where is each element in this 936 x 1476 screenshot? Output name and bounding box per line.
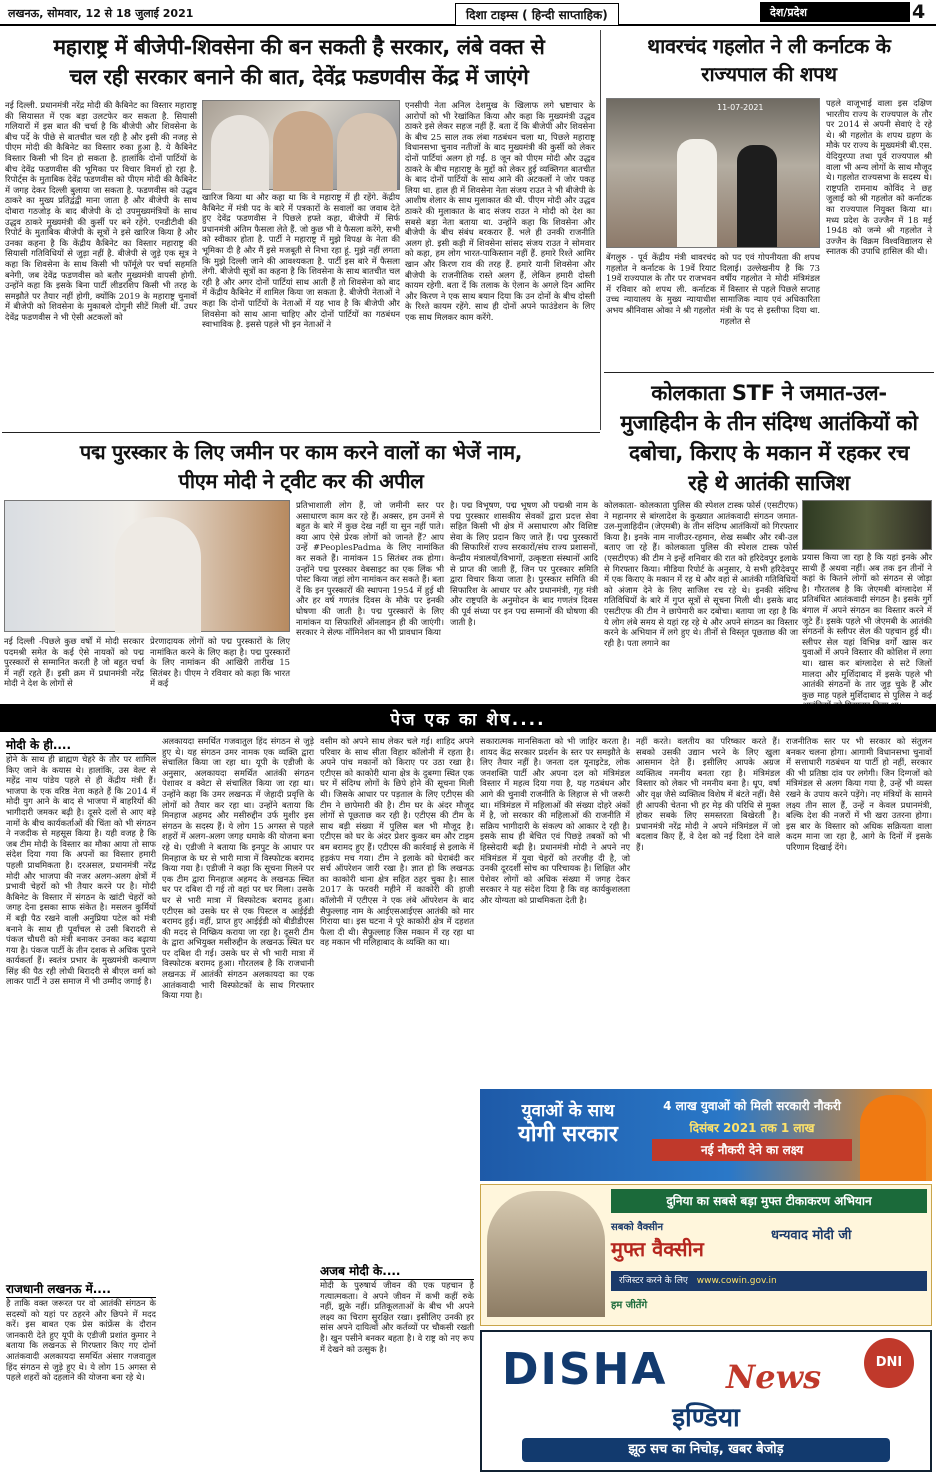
story4-col3: प्रतिभाशाली लोग हैं, जो जमीनी स्तर पर असाधारण काम कर रहे हैं। अक्सर, हम उनमें से बहुत के बारे में कुछ देख नहीं या सुन नहीं पाते। क्या आप ऐसे प्रेरक लोगों को जानते हैं? आप उन्हें #PeoplesPadma के लिए नामांकित कर सकते हैं। नामांकन 15 सितंबर तक होगा। उन्होंने पद्म पुरस्कार वेबसाइट का एक लिंक भी पोस्ट किया जहां लोग नामांकन कर सकते हैं। बता दें कि इन पुरस्कारों की स्थापना 1954 में हुई थी और हर वर्ष गणतंत्र दिवस के मौके पर इनकी घोषणा की जाती है। पद्म पुरस्कारों के लिए नामांकन या सिफारिशें ऑनलाइन ही की जाएंगी। सरकार ने सेल्फ नॉमिनेशन का भी प्रावधान किया [296, 500, 444, 638]
story2-photo [606, 98, 820, 248]
story1-headline-line1: महाराष्ट्र में बीजेपी-शिवसेना की बन सकती है सरकार, लंबे वक्त से [53, 35, 545, 59]
issue-date: लखनऊ, सोमवार, 12 से 18 जुलाई 2021 [8, 7, 194, 20]
ajab-continued-heading: अजब मोदी के.... [320, 1262, 474, 1280]
ad2-url: www.cowin.gov.in [696, 1276, 777, 1286]
continued-col1: होने के साथ ही ब्राह्मण चेहरे के तौर पर शामिल किए जाने के कयास थे। हालांकि, उस वेल्ट से महेंद्र नाथ पांडेय पहले से ही केंद्रीय मंत्री हैं। भाजपा के एक वरिष्ठ नेता कहते हैं कि 2014 में मोदी युग आने के बाद से भाजपा में बाहरियों की भागीदारी जमकर बढ़ी है। दूसरे दलों से आए बड़े नामों के बीच कार्यकर्ताओं की चिंता को भी संगठन ने नजदीक से महसूस किया है। यही वजह है कि जब टीम मोदी के विस्तार का मौका आया तो साफ संदेश दिया गया कि अपनों का विस्तार हमारी पहली प्राथमिकता है। दरअसल, प्रधानमंत्री नरेंद्र मोदी और भाजपा की नजर अलग-अलग क्षेत्रों में प्रभावी चेहरों को भी तैयार करने पर है। मोदी कैबिनेट के विस्तार में संगठन के खांटी चेहरों को जगह देना इसका साफ संकेत है। मसलन कुर्मियों में बड़ी पैठ रखने वाली अनुप्रिया पटेल को मंत्री बनाने के साथ ही पूर्वांचल से उसी बिरादरी से पंकज चौधरी को मंत्री बनाकर उनका कद बढ़ाया गया है। पंकज पार्टी के तीन दशक से अधिक पुराने कार्यकर्ता हैं। स्वतंत्र प्रभार के मुख्यमंत्री कल्याण सिंह की पैठ रही लोधी बिरादरी से बीएल वर्मा को लाकर पार्टी ने उस समाज में भी उम्मीद जगाई है। [6, 754, 156, 987]
banner-text: पेज एक का शेष.... [390, 710, 546, 730]
story3-headline [604, 378, 934, 498]
continued-col1b: है ताकि वक्त जरूरत पर वो आतंकी संगठन के सदस्यों को यहां पर ठहरने और छिपने में मदद करें। इस बाबत एक प्रेस कांफ्रेंस के दौरान जानकारी देते हुए यूपी के एडीजी प्रशांत कुमार ने बताया कि लखनऊ से गिरफ्तार किए गए दोनों आतंकवादी अलकायदा समर्थित अंसार गजवातुल हिंद संगठन से जुड़े हुए थे। ये लोग 15 अगस्त से पहले शहरों को दहलाने की योजना बना रहे थे। [6, 1298, 156, 1383]
continued-col3b: मोदी के पुरुषार्थ जीवन की एक पहचान है गत्यात्मकता। वे अपने जीवन में कभी कहीं रुके नहीं, झुके नहीं। प्रतिकूलताओं के बीच भी अपने लक्ष्य का चिराग सुरक्षित रखा। इसीलिए उनकी हर सांस अपने दायित्वों और कर्तव्यों पर चौकसी रखती है। खुन पसीने बनकर बहता है। वे राष्ट्र को नए रूप में देखने को उत्सुक है। [320, 1280, 474, 1354]
ad1-right-line1: 4 लाख युवाओं को मिली सरकारी नौकरी [663, 1099, 841, 1113]
ad2-title: दुनिया का सबसे बड़ा मुफ्त टीकाकरण अभियान [611, 1189, 927, 1213]
govt-jobs-advertisement [480, 1089, 932, 1181]
story2-col1: बेंगलुरु - पूर्व केंद्रीय मंत्री थावरचंद गहलोत ने कर्नाटक के 19वें रियाट 19वें राज्यपाल के तौर पर राजभवन में रविवार को शपथ ली. कर्नाटक उच्च न्यायालय के मुख्य न्यायाधीश अभय श्रीनिवास ओका ने श्री गहलोत [606, 252, 716, 315]
ad2-tag: सबको वैक्सीन [611, 1222, 664, 1233]
leader-portrait-3 [337, 113, 397, 191]
logo-subtitle: इण्डिया [672, 1403, 740, 1433]
pm-portrait [115, 517, 201, 633]
story3-col2: प्रयास किया जा रहा है कि यहां इनके और साथी हैं अथवा नहीं। अब तक इन तीनों ने कहां के कितने लोगों को संगठन से जोड़ा है। गौरतलब है कि जेएमबी बांग्लादेश में प्रतिबंधित आतंकवादी संगठन है। इसके गुर्गे बंगाल में अपने संगठन का विस्तार करने में जुटे हैं। इसके पहले भी जेएमबी के आतंकी संगठनों के स्लीपर सेल की पहचान हुई थी। स्लीपर सेल यहां विभिन्न वर्गों खास कर युवाओं में अपने विस्तार की कोशिश में लगा था। खास कर बांग्लादेश से सटे जिलों मालदा और मुर्शिदाबाद में इसके पहले भी आतंकी संगठनों के तार जुड़ चुके हैं और कुछ माह पहले मुर्शिदाबाद से पुलिस ने कई [802, 552, 932, 700]
governor-figure [677, 139, 717, 247]
disha-news-logo [480, 1330, 932, 1472]
story1-col1: नई दिल्ली. प्रधानमंत्री नरेंद्र मोदी की कैबिनेट का विस्तार महाराष्ट्र की सियासत में एक बड़ा उलटफेर कर सकता है. सियासी गलियारों में इस बात की चर्चा है कि बीजेपी और शिवसेना के बीच पर्दे के पीछे से बातचीत चल रही है और इसी की नजह से पीएम मोदी की कैबिनेट का विस्तार रुका हुआ है. ये कैबिनेट विस्तार किसी भी दिन हो सकता है. हालांकि दोनों पार्टियों के बीच देवेंद्र फडणवीस की भूमिका पर विचार विमर्श हो रहा है. रिपोर्ट्स के मुताबिक देवेंद्र फडणवीस को पीएम मोदी की कैबिनेट में जगह देकर दिल्ली बुलाया जा सकता है. फडणवीस को उद्धव ठाकरे का मुख्य प्रतिद्वंद्वी माना जाता है और बीजेपी के साथ दोबारा गठजोड़ के बाद बीजेपी के दो उपमुख्यमंत्रियों के साथ उद्धव ठाकरे मुख्यमंत्री की कुर्सी पर बने रहेंगे. एनडीटीवी की रिपोर्ट के मुताबिक बीजेपी के सूत्रों ने इसे खारिज किया है और उनका कहना है कि केंद्रीय कैबिनेट का विस्तार महाराष्ट्र की सियासी गतिविधियों से जुड़ा नहीं है. बीजेपी से जुड़े एक सूत्र ने कहा कि शिवसेना के साथ किसी भी फॉर्मूले पर चर्चा सहमति बनेगी, जब देवेंद्र फडणवीस को बतौर मुख्यमंत्री वापसी होगी. उन्होंने कहा कि इसके बिना पार्टी लीडरशिप किसी भी तरह के समझौते पर तैयार नहीं होगी, क्योंकि 2019 के महाराष्ट्र चुनावों में बीजेपी को शिवसेना के मुकाबले दोगुनी सीटें मिली थीं. उधर देवेंद्र फडणवीस ने भी ऐसी अटकलों को [5, 100, 197, 322]
section-label: देश/प्रदेश [760, 2, 910, 22]
ad1-left-line2: योगी सरकार [518, 1122, 618, 1147]
continued-col3: वसीम को अपने साथ लेकर चले गई। शाहिद अपने परिवार के साथ सीता विहार कॉलोनी में रहता है। अपने पांच मकानों को किराए पर उठा रखा है। एटीएस को काकोरी थाना क्षेत्र के दुबग्गा स्थित एक घर में संदिग्ध लोगों के छिपे होने की सूचना मिली थी। जिसके आधार पर पड़ताल के लिए एटीएस की टीम ने छापेमारी की है। टीम घर के अंदर मौजूद लोगों से पूछताछ कर रही है। एटीएस की टीम के साथ बड़ी संख्या में पुलिस बल भी मौजूद है। एटीएस को घर के अंदर प्रेशर कुकर बम और टाइम बम बरामद हुए हैं। एटीएस की कार्रवाई से इलाके में हड़कंप मच गया। टीम ने इलाके को घेराबंदी कर सर्च ऑपरेशन जारी रखा है। ज्ञात हो कि लखनऊ का काकोरी थाना क्षेत्र सहित ठहर चुका है। साल 2017 के फरवरी महीने में काकोरी की हाजी कॉलोनी में एटीएस ने एक लंबे ऑपरेशन के बाद सैफुल्लाह नाम के आईएसआईएस आतंकी को मार गिराया था। इस घटना ने पूरे काकोरी क्षेत्र में दहशत फैला दी थी। सैफुल्लाह जिस मकान में रह रहा था वह मकान भी मलिहाबाद के व्यक्ति का था। [320, 736, 474, 948]
story2-col2: को पद एवं गोपनीयता की शपथ दिलाई। उल्लेखनीय है कि 73 वर्षीय गहलोत ने मोदी मंत्रिमंडल में विस्तार से पहले पिछले सप्ताह सामाजिक न्याय एवं अधिकारिता मंत्री के पद से इस्तीफा दिया था. गहलोत से [720, 252, 820, 326]
story3-headline-line2: मुजाहिदीन के तीन संदिग्ध आतंकियों को [620, 411, 918, 435]
story4-headline-line2: पीएम मोदी ने ट्वीट कर की अपील [178, 469, 424, 493]
story3-headline-line1: कोलकाता STF ने जमात-उल- [651, 381, 887, 405]
story2-headline [606, 32, 932, 88]
logo-word-disha: DISHA [502, 1344, 668, 1395]
story4-col2: प्रेरणादायक लोगों को पद्म पुरस्कारों के लिए नामांकित करने के लिए कहा है। पद्म पुरस्कारों के लिए नामांकन की आखिरी तारीख 15 सितंबर है। पीएम ने रविवार को कहा कि भारत में कई [150, 636, 290, 689]
vaccination-advertisement [480, 1184, 932, 1326]
story4-photo [4, 500, 290, 632]
ad2-register: रजिस्टर करने के लिए [619, 1276, 688, 1286]
story3-headline-line3: दबोचा, किराए के मकान में रहकर रच [628, 441, 910, 465]
continued-banner [0, 704, 936, 732]
story1-headline-line2: चल रही सरकार बनाने की बात, देवेंद्र फडणवीस केंद्र में जाएंगे [69, 65, 529, 89]
story3-photo [802, 500, 932, 550]
ad2-footer: हम जीतेंगे [611, 1300, 648, 1311]
story3-col1: कोलकाता- कोलकाता पुलिस की स्पेशल टास्क फोर्स (एसटीएफ) ने महानगर से बांग्लादेश के कुख्यात आतंकवादी संगठन जमात-उल-मुजाहिदीन (जेएमबी) के तीन संदिग्ध आतंकियों को गिरफ्तार किया है। इनके नाम नाजीउर-रहमान, शेख सब्बीर और रबी-उल बताए जा रहे हैं। कोलकाता पुलिस की स्पेशल टास्क फोर्स (एसटीएफ) की टीम ने इन्हें शनिवार की रात को हरिदेवपुर इलाके से गिरफ्तार किया। मीडिया रिपोर्ट के अनुसार, ये सभी हरिदेवपुर में एक किराए के मकान में रह थे और वहां से आतंकी गतिविधियों को अंजाम देने के लिए साजिश रच रहे थे। इनकी संदिग्ध गतिविधियों के बारे में गुप्त सूत्रों से सूचना मिली थी। इसके बाद एसटीएफ की टीम ने छापेमारी कर दबोचा। बताया जा रहा है कि ये लोग लंबे समय से यहां रह रहे थे और अपने संगठन का विस्तार करने के अभियान में लगे हुए थे। तीनों से विस्तृत पूछताछ की जा रही है। पता लगाने का [604, 500, 798, 648]
photo-date-caption: 11-07-2021 [717, 103, 764, 112]
story1-col2: खारिज किया था और कहा था कि वे महाराष्ट्र में ही रहेंगे. केंद्रीय कैबिनेट में मंत्री पद के बारे में पत्रकारों के सवालों का जवाब देते हुए देवेंद्र फडणवीस ने पिछले हफ्ते कहा, बीजेपी में सिर्फ प्रधानमंत्री अंतिम फैसला लेते हैं. जो कुछ भी वे फैसला करेंगे, सभी को स्वीकार होता है. पार्टी ने महाराष्ट्र में मुझे विपक्ष के नेता की भूमिका दी है और मैं इसे मजबूती से निभा रहा हूं. मुझे नहीं लगता कि मुझे दिल्ली जाने की आवश्यकता है. पार्टी इस बारे में फैसला लेगी. बीजेपी सूत्रों का कहना है कि शिवसेना के साथ बातचीत चल रही है और अगर दोनों पार्टियां साथ आती हैं तो शिवसेना को बाद में केंद्रीय कैबिनेट में शामिल किया जा सकता है. बीजेपी नेताओं ने कहा कि दोनों पार्टियों के नेताओं में यह भाव है कि बीजेपी और शिवसेना को साथ आना चाहिए और दोनों पार्टियों का गठबंधन स्वाभाविक है. इससे पहले भी इन नेताओं ने [202, 192, 401, 330]
story2-headline-line1: थावरचंद गहलोत ने ली कर्नाटक के [647, 34, 891, 58]
modi-continued-heading: मोदी के ही.... [6, 736, 156, 754]
cm-portrait [860, 1095, 926, 1181]
ad1-left-line1: युवाओं के साथ [521, 1101, 615, 1121]
story1-col3: एनसीपी नेता अनिल देशमुख के खिलाफ लगे भ्रष्टाचार के आरोपों को भी रेखांकित किया और कहा कि मुख्यमंत्री उद्धव ठाकरे इसे लेकर सहज नहीं हैं. बता दें कि बीजेपी और शिवसेना के बीच 25 साल तक लंबा गठबंधन चला था, पिछले महाराष्ट्र विधानसभा चुनाव नतीजों के बाद मुख्यमंत्री की कुर्सी को लेकर दोनों पार्टियां अलग हो गईं. 8 जून को पीएम मोदी और उद्धव ठाकरे के बीच महाराष्ट्र के मुद्दों को लेकर हुई व्यक्तिगत बातचीत के बाद दोनों पार्टियों के साथ आने की अटकलों ने जोर पकड़ लिया था. हाल ही में शिवसेना नेता संजय राउत ने भी बीजेपी के आशीष शेलार के साथ मुलाकात की थी. पीएम मोदी और उद्धव ठाकरे की मुलाकात के बाद संजय राउत ने मोदी को देश का सबसे बड़ा नेता बताया था. उन्होंने कहा कि शिवसेना और बीजेपी के बीच संबंध बरकरार हैं. भले ही उनकी राजनीति अलग हो. इसी कड़ी में शिवसेना सांसद संजय राउत ने सोमवार को कहा, हम लोग भारत-पाकिस्तान नहीं हैं. हमारे रिश्ते आमिर खान और किरण राव की तरह हैं. हमारे यानी शिवसेना और बीजेपी के राजनीतिक रास्ते अलग हैं, लेकिन हमारी दोस्ती कायम रहेगी. बता दें कि तलाक के ऐलान के अगले दिन आमिर और किरण ने एक साथ बयान दिया कि उन दोनों के बीच दोस्ती के रिश्ते कायम रहेंगे. साथ ही दोनों अपने फाउंडेशन के लिए एक साथ मिलकर काम करेंगे. [405, 100, 595, 322]
story2-headline-line2: राज्यपाल की शपथ [701, 62, 837, 86]
rajdhani-continued-heading: राजधानी लखनऊ में.... [6, 1280, 156, 1298]
story2-col3: पहले वाजूभाई वाला इस दक्षिण भारतीय राज्य के राज्यपाल के तौर पर 2014 से अपनी सेवाएं दे रहे थे। श्री गहलोत के शपथ ग्रहण के मौके पर राज्य के मुख्यमंत्री बी.एस. येदियुरप्पा तथा पूर्व राज्यपाल श्री वाला भी अन्य लोगों के साथ मौजूद थे। गहलोत राज्यसभा के सदस्य थे। राष्ट्रपति रामनाथ कोविंद ने छह जुलाई को श्री गहलोत को कर्नाटक का राज्यपाल नियुक्त किया था। मध्य प्रदेश के उज्जैन में 18 मई 1948 को जन्मे श्री गहलोत ने उज्जैन के विक्रम विश्वविद्यालय से स्नातक की उपाधि हासिल की थी। [826, 98, 932, 257]
story3-headline-line4: रहे थे आतंकी साजिश [688, 471, 850, 495]
story4-headline [4, 438, 598, 496]
judge-figure [737, 145, 777, 247]
logo-badge: DNI [864, 1338, 914, 1388]
continued-col2: अलकायदा समर्थित गजवातुल हिंद संगठन से जुड़े हुए थे। यह संगठन उमर नामक एक व्यक्ति द्वारा संचालित किया जा रहा था। यूपी के एडीजी के अनुसार, अलकायदा समर्थित आतंकी संगठन पेशावर व क्वेटा से संचालित किया जा रहा था। उन्होंने कहा कि उमर लखनऊ में जेहादी प्रवृत्ति के लोगों को तैयार कर रहा था। उन्होंने बताया कि मिनहाज अहमद और मसीरुद्दीन उर्फ मुशीर इस संगठन के सदस्य हैं। ये लोग 15 अगस्त से पहले शहरों में अलग-अलग जगह धमाके की योजना बना रहे थे। एडीजी ने बताया कि इनपुट के आधार पर मिनहाज के घर से भारी मात्रा में विस्फोटक बरामद किया गया है। एडीजी ने कहा कि सूचना मिलने पर एक टीम द्वारा मिनहाज अहमद के लखनऊ स्थित घर पर दबिश दी गई तो वहां पर घर मिला। उसके घर से भारी मात्रा में विस्फोटक बरामद हुआ। एटीएस को उसके घर से एक पिस्टल व आईईडी बरामद हुई। वहीं, प्राप्त हुए आईईडी को बीडीडीएस की मदद से निष्क्रिय कराया जा रहा है। दूसरी टीम के द्वारा अभियुक्त मसीरुद्दीन के लखनऊ स्थित घर पर दबिश दी गई। उसके घर से भी भारी मात्रा में विस्फोटक बरामद हुआ। गौरतलब है कि राजधानी लखनऊ में आतंकी संगठन अलकायदा का एक आतंकवादी भारी विस्फोटकों के साथ गिरफ्तार किया गया है। [162, 736, 314, 1001]
logo-word-news: News [726, 1358, 822, 1396]
logo-tagline: झूठ सच का निचोड़, खबर बेजोड़ [522, 1438, 890, 1462]
continued-col4: सकारात्मक मानसिकता को भी जाहिर करता है। शायद केंद्र सरकार प्रदर्शन के स्तर पर समझौते के लिए तैयार नहीं है। जनता दल यूनाइटेड, लोक जनशक्ति पार्टी और अपना दल को मंत्रिमंडल विस्तार में महत्व दिया गया है, यह गठबंधन और आगे की चुनावी राजनीति के लिहाज से भी जरूरी था। मंत्रिमंडल में महिलाओं की संख्या दोहरे अंकों में है, जो सरकार की महिलाओं की राजनीति में सक्रिय भागीदारी के संकल्प को आकार दे रही है। इसके साथ ही बेचित एवं पिछड़े तबकों को भी हिस्सेदारी बढ़ी है। प्रधानमंत्री मोदी ने अपने नए मंत्रिमंडल में युवा चेहरों को तरजीह दी है, जो उनकी दूरदर्शी सोच का परिचायक है। शिक्षित और पेशेवर लोगों को अधिक संख्या में जगह देकर सरकार ने यह संदेश दिया है कि वह कार्यकुशलता और योग्यता को प्राथमिकता देती है। [480, 736, 630, 905]
story1-photo [202, 100, 400, 190]
ad2-free-vaccine: मुफ्त वैक्सीन [611, 1237, 704, 1261]
ad1-right-line2: दिसंबर 2021 तक 1 लाख [689, 1121, 815, 1135]
story1-headline [4, 32, 594, 92]
section-rule [2, 432, 600, 433]
story4-headline-line1: पद्म पुरस्कार के लिए जमीन पर काम करने वालों का भेजें नाम, [79, 440, 523, 464]
paper-name: दिशा टाइम्स ( हिन्दी साप्ताहिक) [455, 3, 619, 26]
continued-col5: नहीं करते। वलतीय का परिष्कार करते हैं। सबको उसकी उद्यान भरने के लिए खुला आसमान देते हैं। इसीलिए आपके अग्रज व्यक्तित्व नमनीय बनता रहा है। मंत्रिमंडल विस्तार को लेकर भी नमनीय बना है। धूप, वर्षा और वृक्ष जैसे व्यक्तित्व विशेष में बंटते नहीं। वैसे ही आपकी चेतना भी हर मेड़ की परिधि से मुक्त होकर सबके लिए समस्तरता बिखेरती है। प्रधानमंत्री नरेंद्र मोदी ने अपने मंत्रिमंडल में जो बदलाव किए हैं, वे देश को नई दिशा देने वाले हैं। [636, 736, 780, 852]
continued-col6: राजनीतिक स्तर पर भी सरकार को संतुलन बनकर चलना होगा। आगामी विधानसभा चुनावों में सत्ताधारी गठबंधन या पार्टी हो नहीं, सरकार की भी प्रतिष्ठा दांव पर लगेगी। जिन दिग्गजों को मंत्रिमंडल से अलग किया गया है, उन्हें भी व्यस्त रखने के उपाय करने पड़ेंगे। नए मंत्रियों के सामने लक्ष्य तीन साल हैं, उन्हें न केवल प्रधानमंत्री, बल्कि देश की नजरों में भी खरा उतरना होगा। इस बार के विस्तार को अधिक सक्रियता वाला कदम माना जा रहा है, आगे के दिनों में इसके परिणाम दिखाई देंगे। [786, 736, 932, 852]
ad2-thanks: धन्यवाद मोदी जी [771, 1228, 852, 1243]
leader-portrait-2 [273, 111, 333, 191]
masthead [0, 0, 936, 26]
section-rule [604, 372, 934, 373]
pm-ad-portrait [487, 1191, 605, 1317]
leader-portrait-1 [211, 115, 269, 191]
column-divider [600, 30, 601, 430]
story4-col1: नई दिल्ली -पिछले कुछ वर्षों में मोदी सरकार पदमश्री समेत के कई ऐसे नायकों को पद्म पुरस्कारों से सम्मानित करती है जो बहुत चर्चा में नहीं रहते हैं। इसी क्रम में प्रधानमंत्री नरेंद्र मोदी ने देश के लोगों से [4, 636, 144, 689]
ad2-register-bar [611, 1271, 927, 1291]
page-number: 4 [912, 1, 926, 23]
story4-col4: है। पद्म विभूषण, पद्म भूषण औ पद्मश्री नाम के पद्म पुरस्कार शासकीय सेवकों द्वारा प्रदत्त सेवा सहित किसी भी क्षेत्र में असाधारण और विशिष्ट सेवा के लिए प्रदान किए जाते हैं। पद्म पुरस्कारों की सिफारिशें राज्य सरकारों/संघ राज्य प्रशासनों, केन्द्रीय मंत्रालयों/विभागों, उत्कृष्टता संस्थानों आदि से प्राप्त की जाती हैं, जिन पर पुरस्कार समिति द्वारा विचार किया जाता है। पुरस्कार समिति की सिफारिश के आधार पर और प्रधानमंत्री, गृह मंत्री और राष्ट्रपति के अनुमोदन के बाद गणतंत्र दिवस की पूर्व संध्या पर इन पद्म सम्मानों की घोषणा की जाती है। [450, 500, 598, 627]
ad1-right-line3: नई नौकरी देने का लक्ष्य [652, 1139, 852, 1161]
